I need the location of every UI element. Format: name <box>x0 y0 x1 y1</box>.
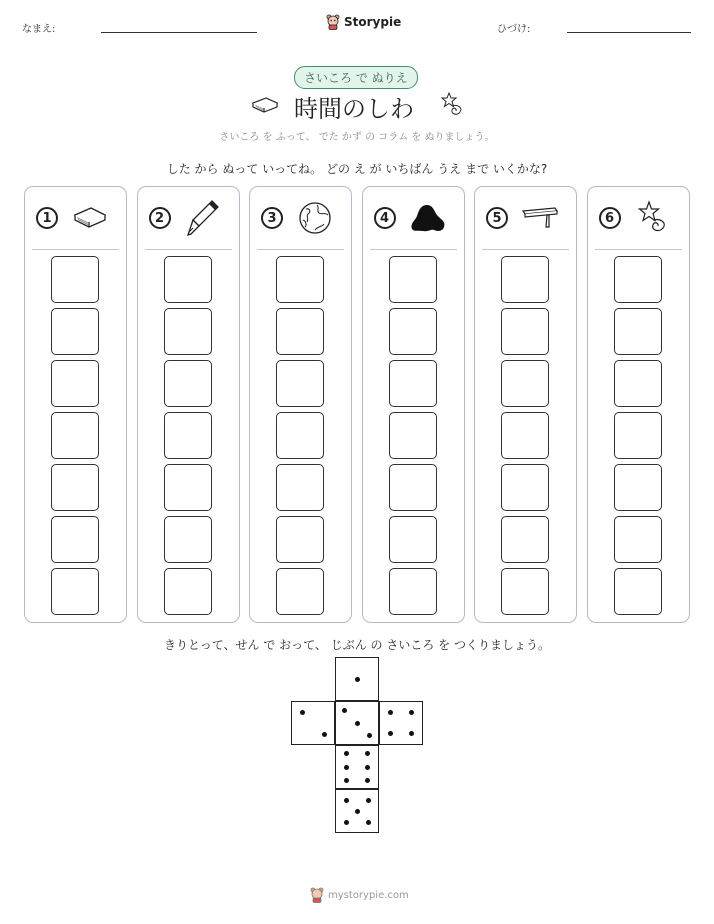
swirl-star-icon <box>440 92 466 118</box>
die-pip <box>322 732 327 737</box>
coloring-box[interactable] <box>614 516 662 563</box>
column-number: 1 <box>36 207 58 229</box>
die-face-1 <box>335 657 379 701</box>
coloring-box[interactable] <box>614 412 662 459</box>
coloring-box[interactable] <box>276 464 324 511</box>
coloring-box[interactable] <box>389 360 437 407</box>
coloring-box[interactable] <box>164 568 212 615</box>
book-icon <box>250 95 280 115</box>
die-pip <box>366 798 371 803</box>
coloring-box[interactable] <box>164 256 212 303</box>
die-pip <box>344 765 349 770</box>
die-face-2 <box>291 701 335 745</box>
die-pip <box>342 708 347 713</box>
brand-logo <box>326 14 401 30</box>
swirl-star-icon <box>632 199 674 237</box>
die-pip <box>365 778 370 783</box>
book-icon <box>69 199 111 237</box>
coloring-box[interactable] <box>51 256 99 303</box>
coloring-box[interactable] <box>614 256 662 303</box>
die-face-3 <box>335 701 379 745</box>
coloring-box[interactable] <box>164 516 212 563</box>
die-pip <box>344 751 349 756</box>
coloring-box[interactable] <box>276 256 324 303</box>
name-line <box>101 32 257 33</box>
coloring-box[interactable] <box>164 308 212 355</box>
column-4 <box>362 186 465 623</box>
coloring-box[interactable] <box>51 516 99 563</box>
coloring-box[interactable] <box>51 308 99 355</box>
column-divider <box>482 249 569 250</box>
globe-icon <box>294 199 336 237</box>
column-1 <box>24 186 127 623</box>
page-subtitle: さいころ を ふって、 でた かず の コラム を ぬりましょう。 <box>219 132 495 143</box>
column-number: 4 <box>374 207 396 229</box>
column-divider <box>370 249 457 250</box>
coloring-box[interactable] <box>276 568 324 615</box>
coloring-box[interactable] <box>389 568 437 615</box>
coloring-box[interactable] <box>501 360 549 407</box>
column-divider <box>595 249 682 250</box>
coloring-box[interactable] <box>614 568 662 615</box>
footer-url[interactable]: mystorypie.com <box>328 889 409 901</box>
coloring-box[interactable] <box>276 412 324 459</box>
column-divider <box>257 249 344 250</box>
footer <box>310 887 409 903</box>
cutout-instruction: きりとって、せん で おって、 じぶん の さいころ を つくりましょう。 <box>164 638 550 652</box>
coloring-box[interactable] <box>164 464 212 511</box>
die-pip <box>355 721 360 726</box>
coloring-box[interactable] <box>501 464 549 511</box>
column-divider <box>145 249 232 250</box>
topic-badge: さいころ で ぬりえ <box>294 66 418 89</box>
die-pip <box>388 710 393 715</box>
column-number: 6 <box>599 207 621 229</box>
date-line <box>567 32 691 33</box>
fountain-pen-icon <box>182 199 224 237</box>
column-2 <box>137 186 240 623</box>
coloring-box[interactable] <box>501 256 549 303</box>
coloring-box[interactable] <box>389 516 437 563</box>
ink-blot-icon <box>407 199 449 237</box>
coloring-box[interactable] <box>614 360 662 407</box>
coloring-box[interactable] <box>51 568 99 615</box>
die-pip <box>300 710 305 715</box>
die-pip <box>355 677 360 682</box>
coloring-box[interactable] <box>164 360 212 407</box>
column-divider <box>32 249 119 250</box>
die-face-5 <box>335 789 379 833</box>
die-face-4 <box>379 701 423 745</box>
die-pip <box>344 778 349 783</box>
coloring-box[interactable] <box>614 464 662 511</box>
column-number: 3 <box>261 207 283 229</box>
coloring-instruction: した から ぬって いってね。 どの え が いちばん うえ まで いくかな? <box>166 162 548 176</box>
brand-name: Storypie <box>344 15 402 29</box>
die-pip <box>367 733 372 738</box>
coloring-box[interactable] <box>389 412 437 459</box>
coloring-box[interactable] <box>276 516 324 563</box>
die-pip <box>388 731 393 736</box>
coloring-box[interactable] <box>51 412 99 459</box>
coloring-box[interactable] <box>501 308 549 355</box>
mascot-icon <box>310 887 324 903</box>
coloring-box[interactable] <box>276 360 324 407</box>
coloring-box[interactable] <box>389 256 437 303</box>
column-3 <box>249 186 352 623</box>
column-6 <box>587 186 690 623</box>
die-face-6 <box>335 745 379 789</box>
die-pip <box>344 798 349 803</box>
coloring-box[interactable] <box>389 464 437 511</box>
die-pip <box>365 765 370 770</box>
die-pip <box>365 751 370 756</box>
page-title: 時間のしわ <box>294 95 414 123</box>
die-pip <box>366 820 371 825</box>
coloring-box[interactable] <box>501 568 549 615</box>
date-label: ひづけ: <box>497 24 531 35</box>
coloring-box[interactable] <box>614 308 662 355</box>
die-pip <box>344 820 349 825</box>
die-pip <box>355 809 360 814</box>
coloring-box[interactable] <box>51 360 99 407</box>
coloring-box[interactable] <box>501 412 549 459</box>
die-pip <box>409 731 414 736</box>
shelf-icon <box>519 199 561 237</box>
mascot-icon <box>326 14 340 30</box>
coloring-box[interactable] <box>276 308 324 355</box>
column-number: 2 <box>149 207 171 229</box>
column-number: 5 <box>486 207 508 229</box>
coloring-box[interactable] <box>51 464 99 511</box>
column-5 <box>474 186 577 623</box>
coloring-box[interactable] <box>501 516 549 563</box>
name-label: なまえ: <box>22 24 56 35</box>
die-pip <box>409 710 414 715</box>
coloring-box[interactable] <box>389 308 437 355</box>
coloring-box[interactable] <box>164 412 212 459</box>
